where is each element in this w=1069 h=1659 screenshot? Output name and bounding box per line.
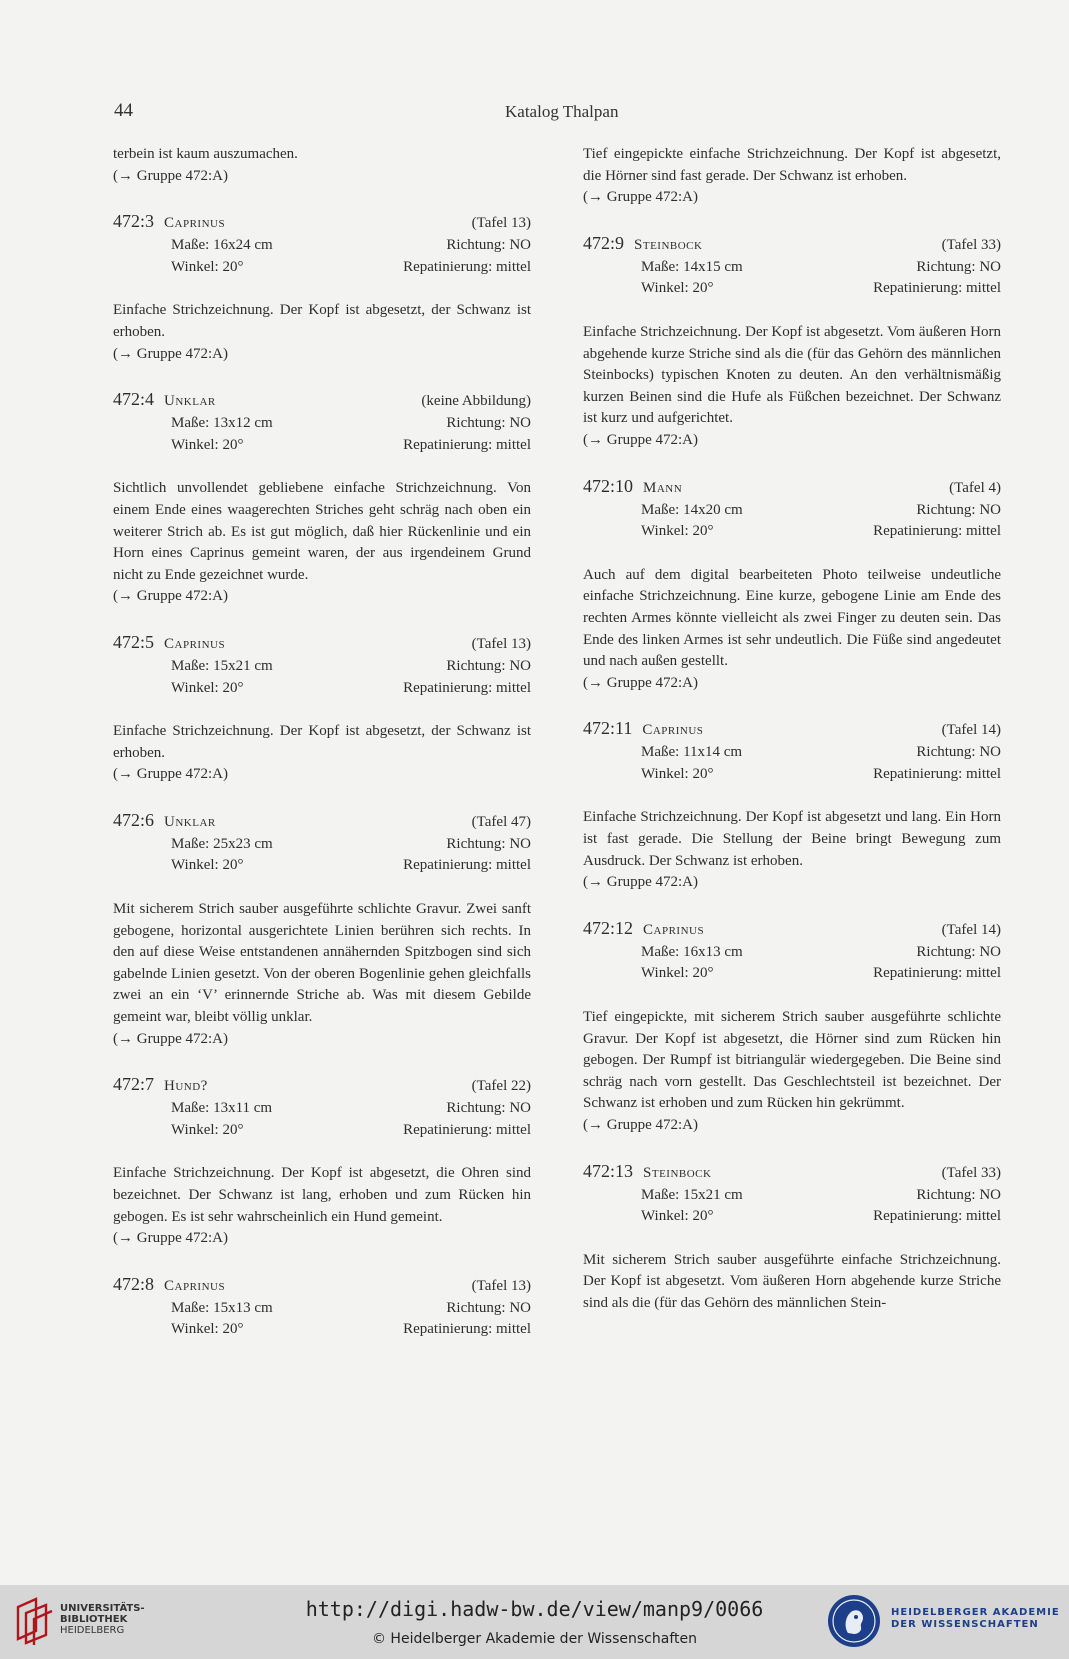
- entry-header: [113, 630, 531, 656]
- group-reference: (→ Gruppe 472:A): [583, 874, 698, 891]
- catalog-entry: [113, 1272, 531, 1341]
- running-title: Katalog Thalpan: [505, 102, 619, 121]
- direction: Richtung: NO: [446, 657, 531, 674]
- entry-title: Unklar: [164, 393, 216, 410]
- catalog-entry: [583, 716, 1001, 894]
- entry-number: 472:6: [113, 809, 155, 830]
- angle-row: [171, 435, 531, 457]
- direction: Richtung: NO: [446, 1299, 531, 1316]
- entry-header: [583, 231, 1001, 257]
- entry-header: [583, 916, 1001, 942]
- academy-seal-icon: [826, 1593, 882, 1649]
- entry-description: Mit sicherem Strich sauber ausgeführte schlichte Gravur. Zwei sanft gebogene, horizontal ausgerichtete Linien berühren sich rechts. In den auf diese Weise entstandenen annähernden Spitzbogen sind sich gabelnde Linien gesetzt. Von der oberen Bogenlinie gehen gleichfalls zwei an ein ‘V’ erinnernde Striche ab. Was mit diesem Gebilde gemeint war, bleibt völlig unklar.: [113, 901, 531, 1026]
- entry-number: 472:7: [113, 1074, 155, 1095]
- catalog-entry: [583, 916, 1001, 1137]
- dimensions: Maße: 15x21 cm: [641, 1186, 743, 1203]
- catalog-entry: [113, 630, 531, 786]
- catalog-entry: [113, 1072, 531, 1250]
- measurements-row: [171, 1098, 531, 1120]
- group-reference: (→ Gruppe 472:A): [583, 431, 698, 448]
- angle: Winkel: 20°: [171, 436, 244, 453]
- entry-description: Einfache Strichzeichnung. Der Kopf ist abgesetzt und lang. Ein Horn ist fast gerade. Die Stellung der Beine bringt Bewegung zum Ausdruck. Der Schwanz ist erhoben.: [583, 809, 1001, 869]
- entry-description: Sichtlich unvollendet gebliebene einfache Strichzeichnung. Von einem Ende eines waagerechten Striches geht schräg nach oben ein weiterer Strich ab. Es ist gut möglich, daß hier Rückenlinie und ein Horn eines Caprinus gemeint waren, der aus irgendeinem Grund nicht zu Ende gezeichnet wurde.: [113, 480, 531, 583]
- library-line-2: BIBLIOTHEK: [60, 1614, 128, 1625]
- entry-title: Mann: [643, 479, 683, 496]
- viewer-footer: [0, 1585, 1069, 1659]
- repatination: Repatinierung: mittel: [873, 523, 1001, 540]
- dimensions: Maße: 13x12 cm: [171, 415, 273, 432]
- entry-title: Steinbock: [634, 236, 703, 253]
- entry-description: Einfache Strichzeichnung. Der Kopf ist abgesetzt, die Ohren sind bezeichnet. Der Schwanz ist lang, erhoben und zum Rücken hin gebogen. Es ist sehr wahrscheinlich ein Hund gemeint.: [113, 1165, 531, 1225]
- repatination: Repatinierung: mittel: [403, 258, 531, 275]
- entry-title: Caprinus: [642, 722, 704, 739]
- angle: Winkel: 20°: [641, 965, 714, 982]
- entry-description: Einfache Strichzeichnung. Der Kopf ist abgesetzt, der Schwanz ist erhoben.: [113, 302, 531, 340]
- angle: Winkel: 20°: [171, 1121, 244, 1138]
- entry-number: 472:9: [583, 232, 625, 253]
- entry-number: 472:5: [113, 631, 155, 652]
- group-reference: (→ Gruppe 472:A): [583, 674, 698, 691]
- entry-title: Hund?: [164, 1078, 208, 1095]
- dimensions: Maße: 11x14 cm: [641, 744, 743, 761]
- plate-reference: (Tafel 4): [949, 479, 1001, 496]
- catalog-entry: [113, 808, 531, 1050]
- measurements-row: [641, 257, 1001, 279]
- entry-header: [583, 474, 1001, 500]
- direction: Richtung: NO: [446, 1100, 531, 1117]
- entry-description: Tief eingepickte, mit sicherem Strich sauber ausgeführte schlichte Gravur. Der Kopf ist abgesetzt, die Hörner sind zum Rücken hin gebogen. Der Rumpf ist bitriangulär wiedergegeben. Die Beine sind schräg nach vorn gestellt. Das Geschlechtsteil ist bezeichnet. Der Schwanz ist erhoben und zum Rücken hin gekrümmt.: [583, 1009, 1001, 1112]
- measurements-row: [641, 942, 1001, 964]
- repatination: Repatinierung: mittel: [873, 280, 1001, 297]
- repatination: Repatinierung: mittel: [403, 436, 531, 453]
- angle-row: [641, 963, 1001, 985]
- catalog-entry: [583, 1159, 1001, 1315]
- entry-header: [113, 808, 531, 834]
- academy-name: [891, 1607, 1060, 1631]
- plate-reference: (Tafel 33): [941, 1164, 1001, 1181]
- angle-row: [171, 1319, 531, 1341]
- angle-row: [171, 678, 531, 700]
- angle-row: [641, 278, 1001, 300]
- permalink-url[interactable]: http://digi.hadw-bw.de/view/manp9/0066: [305, 1597, 764, 1621]
- dimensions: Maße: 14x15 cm: [641, 258, 743, 275]
- group-reference: (→ Gruppe 472:A): [113, 1030, 228, 1047]
- group-reference: (→ Gruppe 472:A): [113, 345, 228, 362]
- dimensions: Maße: 25x23 cm: [171, 835, 273, 852]
- dimensions: Maße: 14x20 cm: [641, 501, 743, 518]
- direction: Richtung: NO: [446, 415, 531, 432]
- angle: Winkel: 20°: [171, 1321, 244, 1338]
- measurements-row: [171, 413, 531, 435]
- entry-title: Caprinus: [164, 215, 226, 232]
- repatination: Repatinierung: mittel: [403, 1121, 531, 1138]
- entry-title: Unklar: [164, 813, 216, 830]
- direction: Richtung: NO: [916, 1186, 1001, 1203]
- group-reference: (→ Gruppe 472:A): [113, 766, 228, 783]
- dimensions: Maße: 15x13 cm: [171, 1299, 273, 1316]
- entry-description: Einfache Strichzeichnung. Der Kopf ist abgesetzt, der Schwanz ist erhoben.: [113, 723, 531, 761]
- angle-row: [171, 257, 531, 279]
- catalog-entry: [113, 209, 531, 365]
- angle: Winkel: 20°: [641, 1208, 714, 1225]
- angle-row: [641, 1206, 1001, 1228]
- right-column: [583, 144, 1001, 1315]
- group-reference: (→ Gruppe 472:A): [583, 189, 698, 206]
- angle: Winkel: 20°: [171, 857, 244, 874]
- measurements-row: [641, 500, 1001, 522]
- catalog-entry: [583, 474, 1001, 695]
- entry-header: [583, 1159, 1001, 1185]
- academy-line-1: HEIDELBERGER AKADEMIE: [891, 1607, 1060, 1618]
- intro-text: Tief eingepickte einfache Strichzeichnung. Der Kopf ist abgesetzt, die Hörner sind fast gerade. Der Schwanz ist erhoben.: [583, 146, 1001, 184]
- direction: Richtung: NO: [916, 744, 1001, 761]
- group-reference: (→ Gruppe 472:A): [113, 1230, 228, 1247]
- library-line-1: UNIVERSITÄTS-: [60, 1603, 145, 1614]
- entry-description: Mit sicherem Strich sauber ausgeführte einfache Strichzeichnung. Der Kopf ist abgesetzt. Vom äußeren Horn abgehende kurze Striche sind als die (für das Gehörn des männlichen Stein-: [583, 1251, 1001, 1311]
- plate-reference: (Tafel 33): [941, 236, 1001, 253]
- plate-reference: (Tafel 14): [941, 921, 1001, 938]
- measurements-row: [641, 1185, 1001, 1207]
- catalog-entries: [113, 209, 531, 1341]
- group-reference: (→ Gruppe 472:A): [113, 588, 228, 605]
- entry-header: [583, 716, 1001, 742]
- catalog-entry: [583, 231, 1001, 452]
- plate-reference: (Tafel 13): [471, 1277, 531, 1294]
- library-line-3: HEIDELBERG: [60, 1625, 125, 1636]
- plate-reference: (keine Abbildung): [421, 393, 531, 410]
- entry-description: Auch auf dem digital bearbeiteten Photo teilweise undeutliche einfache Strichzeichnung. Eine kurze, gebogene Linie am Ende des rechten Armes könnte vielleicht als zwei Finger zu deuten sein. Das Ende des linken Armes ist sehr undeutlich. Die Füße sind angedeutet und nach außen gestellt.: [583, 566, 1001, 670]
- repatination: Repatinierung: mittel: [873, 965, 1001, 982]
- dimensions: Maße: 13x11 cm: [171, 1100, 273, 1117]
- entry-header: [113, 209, 531, 235]
- entry-header: [113, 1272, 531, 1298]
- dimensions: Maße: 16x24 cm: [171, 237, 273, 254]
- angle-row: [171, 1120, 531, 1142]
- direction: Richtung: NO: [916, 943, 1001, 960]
- measurements-row: [171, 834, 531, 856]
- dimensions: Maße: 15x21 cm: [171, 657, 273, 674]
- plate-reference: (Tafel 14): [941, 722, 1001, 739]
- entry-number: 472:10: [583, 475, 634, 496]
- direction: Richtung: NO: [916, 258, 1001, 275]
- copyright-notice: © Heidelberger Akademie der Wissenschaften: [371, 1631, 697, 1647]
- entry-title: Caprinus: [164, 1277, 226, 1294]
- repatination: Repatinierung: mittel: [403, 857, 531, 874]
- measurements-row: [171, 1298, 531, 1320]
- angle-row: [641, 521, 1001, 543]
- group-reference: (→ Gruppe 472:A): [583, 1117, 698, 1133]
- entry-number: 472:4: [113, 389, 155, 410]
- group-reference: (→ Gruppe 472:A): [113, 167, 228, 184]
- entry-title: Steinbock: [643, 1164, 712, 1181]
- entry-description: Einfache Strichzeichnung. Der Kopf ist abgesetzt. Vom äußeren Horn abgehende kurze Striche sind als die (für das Gehörn des männlichen Steinbocks) typischen Knoten zu deuten. An den verhältnismäßig kurzen Beinen sind die Hufe als Füßchen bezeichnet. Der Schwanz ist kurz und aufgerichtet.: [583, 323, 1001, 427]
- angle: Winkel: 20°: [641, 523, 714, 540]
- dimensions: Maße: 16x13 cm: [641, 943, 743, 960]
- catalog-entry: [113, 387, 531, 608]
- entry-title: Caprinus: [643, 921, 705, 938]
- catalog-entries: [583, 231, 1001, 1315]
- direction: Richtung: NO: [916, 501, 1001, 518]
- repatination: Repatinierung: mittel: [403, 679, 531, 696]
- angle: Winkel: 20°: [641, 280, 714, 297]
- academy-line-2: DER WISSENSCHAFTEN: [891, 1619, 1039, 1630]
- entry-number: 472:8: [113, 1273, 155, 1294]
- intro-text: terbein ist kaum auszumachen.: [113, 146, 298, 162]
- entry-header: [113, 387, 531, 413]
- left-column: [113, 144, 531, 1341]
- measurements-row: [171, 656, 531, 678]
- repatination: Repatinierung: mittel: [403, 1321, 531, 1338]
- plate-reference: (Tafel 22): [471, 1078, 531, 1095]
- entry-title: Caprinus: [164, 635, 226, 652]
- page-number: 44: [114, 100, 133, 121]
- angle-row: [171, 855, 531, 877]
- angle: Winkel: 20°: [641, 765, 714, 782]
- plate-reference: (Tafel 13): [471, 635, 531, 652]
- angle-row: [641, 764, 1001, 786]
- plate-reference: (Tafel 47): [471, 813, 531, 830]
- repatination: Repatinierung: mittel: [873, 1208, 1001, 1225]
- entry-number: 472:11: [583, 718, 633, 739]
- entry-number: 472:12: [583, 917, 634, 938]
- angle: Winkel: 20°: [171, 258, 244, 275]
- angle: Winkel: 20°: [171, 679, 244, 696]
- entry-number: 472:13: [583, 1160, 634, 1181]
- measurements-row: [171, 235, 531, 257]
- entry-number: 472:3: [113, 211, 155, 232]
- entry-header: [113, 1072, 531, 1098]
- direction: Richtung: NO: [446, 835, 531, 852]
- repatination: Repatinierung: mittel: [873, 765, 1001, 782]
- direction: Richtung: NO: [446, 237, 531, 254]
- plate-reference: (Tafel 13): [471, 215, 531, 232]
- measurements-row: [641, 742, 1001, 764]
